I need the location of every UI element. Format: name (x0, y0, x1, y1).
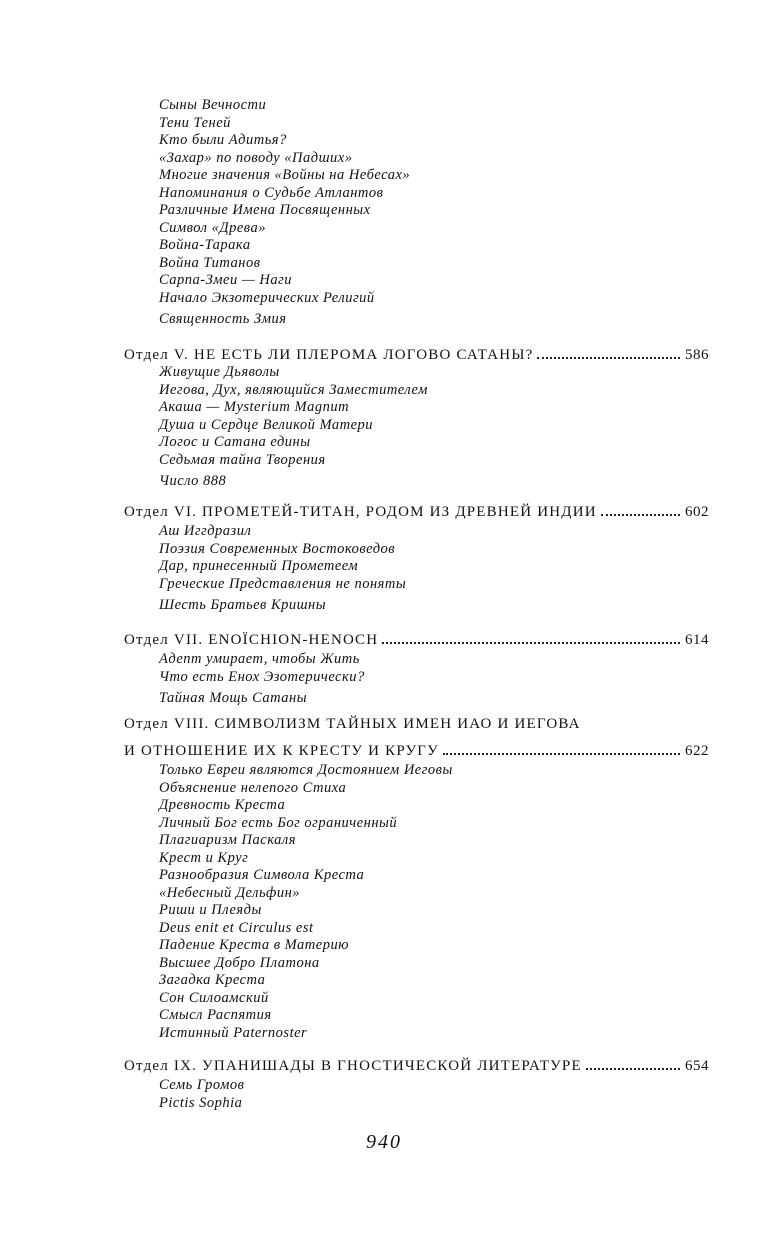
list-item: Разнообразия Символа Креста (159, 867, 365, 883)
list-item: Древность Креста (159, 797, 286, 813)
list-item: Душа и Сердце Великой Матери (159, 416, 374, 433)
intro-item-list (159, 97, 410, 329)
list-item: Тайная Мощь Сатаны (159, 690, 308, 706)
section-vi-heading (124, 499, 709, 521)
section-vii-item-list (159, 651, 365, 708)
list-item: Адепт умирает, чтобы Жить (159, 651, 360, 667)
list-item: Сыны Вечности (159, 97, 267, 113)
list-item: «Небесный Дельфин» (159, 884, 301, 901)
page-ref: 614 (685, 632, 709, 648)
list-item: Шесть Братьев Кришны (159, 597, 327, 613)
dot-leader (443, 753, 680, 755)
list-item: Сон Силоамский (159, 989, 269, 1006)
list-item: Плагиаризм Паскаля (159, 832, 296, 848)
list-item: Многие значения «Войны на Небесах» (159, 167, 411, 183)
section-title: Отдел V. НЕ ЕСТЬ ЛИ ПЛЕРОМА ЛОГОВО САТАНЫ? (124, 347, 534, 363)
section-v-item-list (159, 364, 428, 491)
dot-leader (537, 357, 680, 359)
page-ref: 602 (685, 504, 709, 520)
page-ref: 586 (685, 347, 709, 363)
list-item: Личный Бог есть Бог ограниченный (159, 814, 398, 831)
list-item: Война-Тарака (159, 237, 251, 253)
list-item: Pictis Sophia (159, 1094, 243, 1111)
list-item: Священность Змия (159, 311, 287, 327)
dot-leader (586, 1068, 680, 1070)
section-title: Отдел VII. ENOÏCHION-HENOCH (124, 632, 379, 648)
list-item: Греческие Представления не поняты (159, 575, 407, 592)
dot-leader (601, 514, 680, 516)
list-item: Акаша — Mysterium Magnum (159, 399, 350, 415)
list-item: Объяснение нелепого Стиха (159, 779, 347, 796)
list-item: Иегова, Дух, являющийся Заместителем (159, 381, 428, 398)
list-item: Число 888 (159, 473, 227, 489)
list-item: Смысл Распятия (159, 1007, 272, 1023)
section-viii-item-list (159, 762, 453, 1042)
list-item: Поэзия Современных Востоковедов (159, 540, 396, 557)
section-viii-heading (124, 712, 709, 760)
dot-leader (382, 642, 680, 644)
list-item: «Захар» по поводу «Падших» (159, 149, 353, 166)
list-item: Различные Имена Посвященных (159, 202, 371, 218)
section-vii-heading (124, 627, 709, 649)
list-item: Крест и Круг (159, 849, 249, 866)
list-item: Начало Экзотерических Религий (159, 289, 375, 306)
list-item: Символ «Древа» (159, 219, 266, 236)
list-item: Живущие Дьяволы (159, 364, 280, 380)
section-title: Отдел IX. УПАНИШАДЫ В ГНОСТИЧЕСКОЙ ЛИТЕРАТУРЕ (124, 1058, 582, 1074)
list-item: Высшее Добро Платона (159, 954, 320, 971)
section-v-heading (124, 342, 709, 364)
list-item: Война Титанов (159, 254, 261, 271)
section-title-line2: И ОТНОШЕНИЕ ИХ К КРЕСТУ И КРУГУ (124, 743, 440, 759)
list-item: Логос и Сатана едины (159, 434, 311, 450)
list-item: Напоминания о Судьбе Атлантов (159, 184, 384, 201)
list-item: Загадка Креста (159, 972, 266, 988)
list-item: Кто были Адитья? (159, 132, 287, 148)
list-item: Только Евреи являются Достоянием Иеговы (159, 762, 453, 778)
page-ref: 654 (685, 1058, 709, 1074)
list-item: Что есть Енох Эзотерически? (159, 668, 365, 685)
list-item: Сарпа-Змеи — Наги (159, 272, 292, 288)
list-item: Риши и Плеяды (159, 902, 262, 918)
list-item: Аш Иггдразил (159, 523, 252, 539)
page-ref: 622 (685, 743, 709, 759)
section-ix-item-list (159, 1077, 244, 1112)
section-ix-heading (124, 1053, 709, 1075)
list-item: Deus enit et Circulus est (159, 919, 314, 936)
list-item: Истинный Paternoster (159, 1024, 308, 1041)
section-title: Отдел VI. ПРОМЕТЕЙ-ТИТАН, РОДОМ ИЗ ДРЕВНЕЙ ИНДИИ (124, 504, 597, 520)
list-item: Семь Громов (159, 1077, 245, 1093)
list-item: Дар, принесенный Прометеем (159, 558, 359, 574)
section-vi-item-list (159, 523, 406, 615)
page-number: 940 (366, 1131, 402, 1153)
list-item: Тени Теней (159, 114, 231, 131)
list-item: Падение Креста в Материю (159, 937, 349, 953)
section-title-line1: Отдел VIII. СИМВОЛИЗМ ТАЙНЫХ ИМЕН ИАО И ИЕГОВА (124, 716, 581, 732)
list-item: Седьмая тайна Творения (159, 451, 326, 468)
